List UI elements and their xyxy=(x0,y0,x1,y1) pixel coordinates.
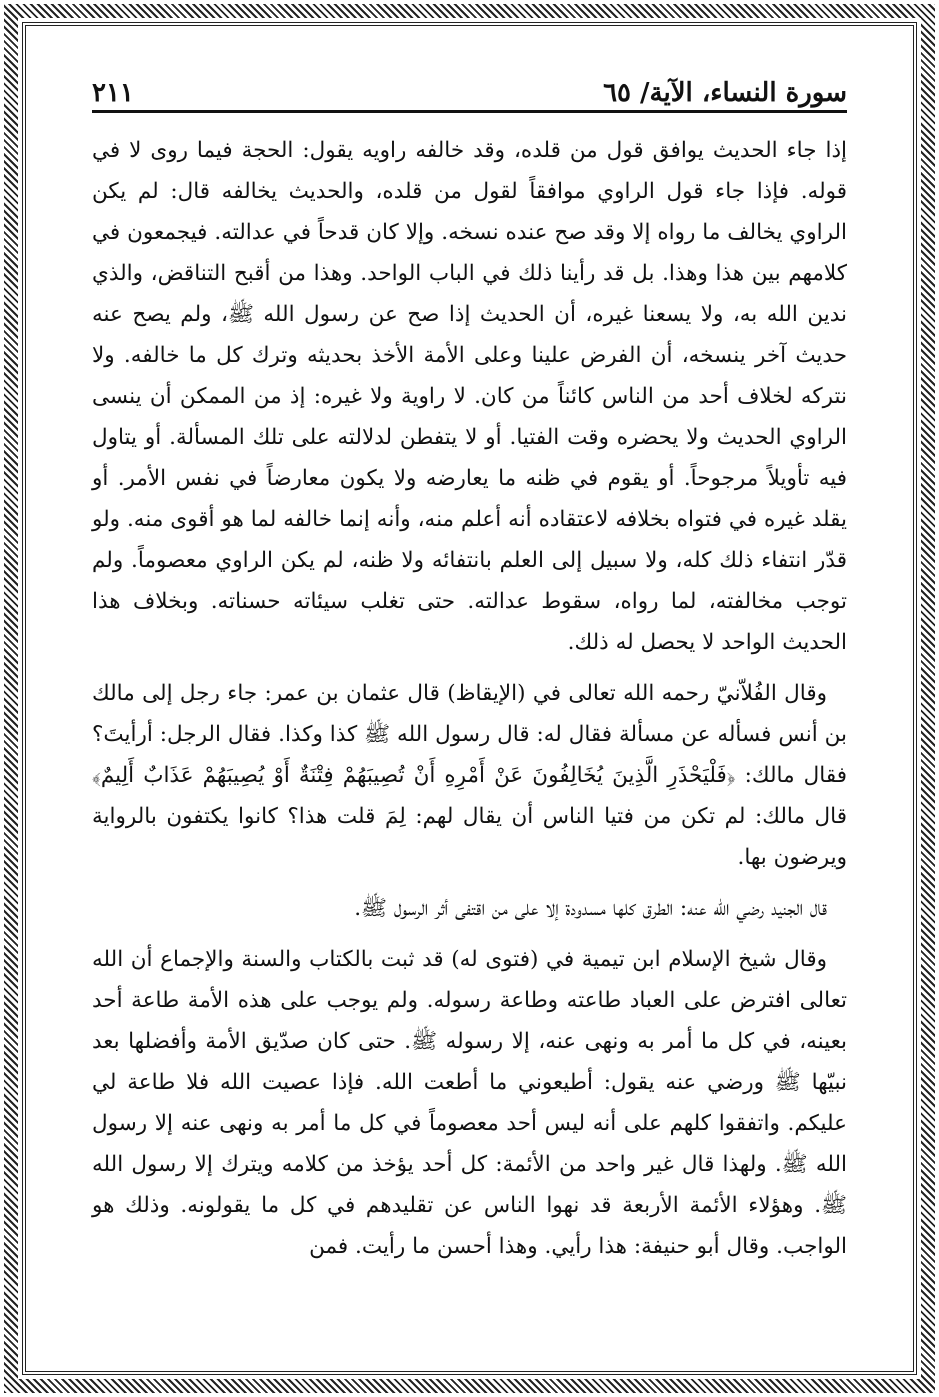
page-number: ٢١١ xyxy=(92,78,134,108)
running-title: سورة النساء، الآية/ ٦٥ xyxy=(603,78,847,108)
paragraph-1: إذا جاء الحديث يوافق قول من قلده، وقد خالفه راويه يقول: الحجة فيما روى لا في قوله. فإذا جاء قول الراوي موافقاً لقول من قلده، والحديث يخالفه قال: لم يكن الراوي يخالف ما رواه إلا وقد صح عنده نسخه. وإلا كان قدحاً في عدالته. فيجمعون في كلامهم بين هذا وهذا. بل قد رأينا ذلك في الباب الواحد. وهذا من أقبح التناقض، والذي ندين الله به، ولا يسعنا غيره، أن الحديث إذا صح عن رسول الله ﷺ، ولم يصح عنه حديث آخر ينسخه، أن الفرض علينا وعلى الأمة الأخذ بحديثه وترك كل ما خالفه. ولا نتركه لخلاف أحد من الناس كائناً من كان. لا راوية ولا غيره: إذ من الممكن أن ينسى الراوي الحديث ولا يحضره وقت الفتيا. أو لا يتفطن لدلالته على تلك المسألة. أو يتاول فيه تأويلاً مرجوحاً. أو يقوم في ظنه ما يعارضه ولا يكون معارضاً في نفس الأمر. أو يقلد غيره في فتواه بخلافه لاعتقاده أنه أعلم منه، وأنه إنما خالفه لما هو أقوى منه. ولو قدّر انتفاء ذلك كله، ولا سبيل إلى العلم بانتفائه ولا ظنه، لم يكن الراوي معصوماً. ولم توجب مخالفته، لما رواه، سقوط عدالته. حتى تغلب سيئاته حسناته. وبخلاف هذا الحديث الواحد لا يحصل له ذلك. xyxy=(92,138,847,655)
paragraph-2: وقال الفُلاّنيّ رحمه الله تعالى في (الإيقاظ) قال عثمان بن عمر: جاء رجل إلى مالك بن أنس فسأله عن مسألة فقال له: قال رسول الله ﷺ كذا وكذا. فقال الرجل: أرأيتَ؟ فقال مالك: ﴿فَلْيَحْذَرِ الَّذِينَ يُخَالِفُونَ عَنْ أَمْرِهِ أَنْ تُصِيبَهُمْ فِتْنَةٌ أَوْ يُصِيبَهُمْ عَذَابٌ أَلِيمٌ﴾ قال مالك: لم تكن من فتيا الناس أن يقال لهم: لِمَ قلت هذا؟ كانوا يكتفون بالرواية ويرضون بها. xyxy=(92,681,847,870)
paragraph-4: وقال شيخ الإسلام ابن تيمية في (فتوى له) قد ثبت بالكتاب والسنة والإجماع أن الله تعالى افترض على العباد طاعته وطاعة رسوله. ولم يوجب على هذه الأمة طاعة أحد بعينه، في كل ما أمر به ونهى عنه، إلا رسوله ﷺ. حتى كان صدّيق الأمة وأفضلها بعد نبيّها ﷺ ورضي عنه يقول: أطيعوني ما أطعت الله. فإذا عصيت الله فلا طاعة لي عليكم. واتفقوا كلهم على أنه ليس أحد معصوماً في كل ما أمر به ونهى عنه إلا رسول الله ﷺ. ولهذا قال غير واحد من الأئمة: كل أحد يؤخذ من كلامه ويترك إلا رسول الله ﷺ. وهؤلاء الأئمة الأربعة قد نهوا الناس عن تقليدهم في كل ما يقولونه. وذلك هو الواجب. وقال أبو حنيفة: هذا رأيي. وهذا أحسن ما رأيت. فمن xyxy=(92,947,847,1259)
running-header xyxy=(92,68,847,108)
header-rule xyxy=(92,110,847,113)
paragraph-3: قال الجنيد رضي الله عنه: الطرق كلها مسدودة إلا على من اقتفى أثر الرسول ﷺ. xyxy=(354,896,827,921)
page-body xyxy=(92,130,847,1277)
